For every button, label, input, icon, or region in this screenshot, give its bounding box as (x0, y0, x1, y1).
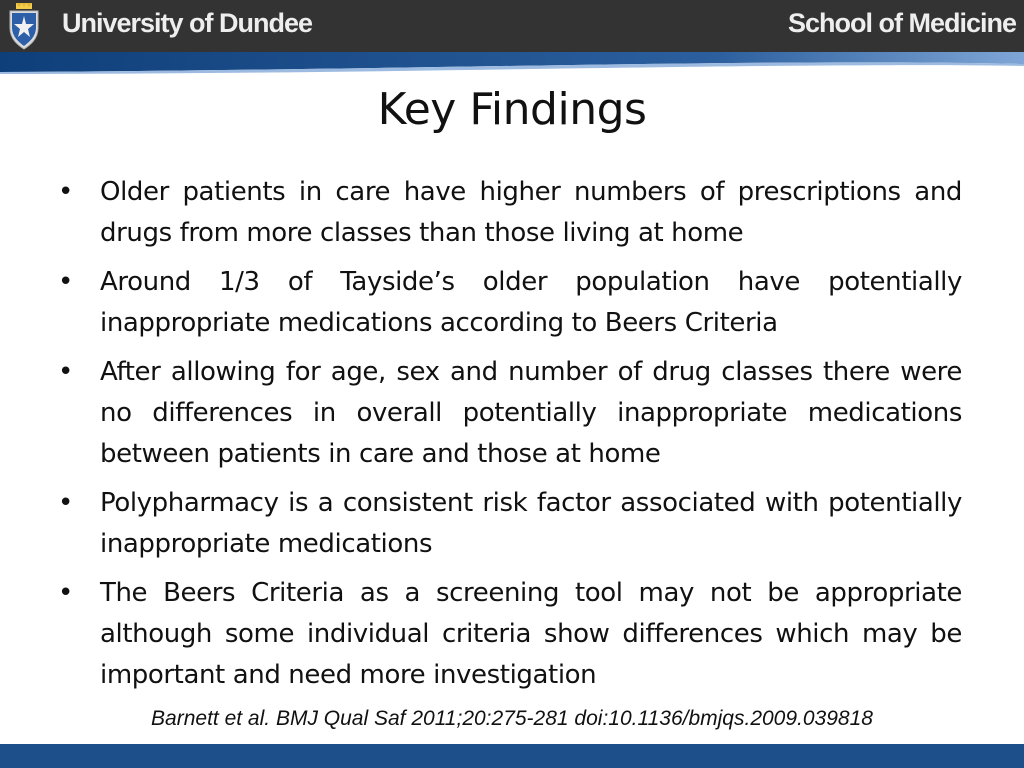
key-findings-list (58, 172, 962, 704)
footer-bar (0, 744, 1024, 768)
bullet-icon: • (58, 177, 73, 207)
university-name: University of Dundee (62, 8, 313, 38)
citation: Barnett et al. BMJ Qual Saf 2011;20:275-281 doi:10.1136/bmjqs.2009.039818 (151, 707, 873, 730)
slide-title: Key Findings (377, 84, 647, 135)
bullet-text: Older patients in care have higher numbers of prescriptions and drugs from more classes than those living at home (100, 177, 962, 248)
list-item (58, 262, 962, 344)
list-item (58, 573, 962, 696)
list-item (58, 352, 962, 475)
bullet-icon: • (58, 267, 73, 297)
bullet-text: Polypharmacy is a consistent risk factor associated with potentially inappropriate medications (100, 488, 962, 559)
bullet-icon: • (58, 357, 73, 387)
school-name: School of Medicine (787, 8, 1016, 38)
university-crest-icon (6, 2, 42, 50)
list-item (58, 172, 962, 254)
bullet-icon: • (58, 488, 73, 518)
bullet-icon: • (58, 578, 73, 608)
bullet-text: After allowing for age, sex and number of drug classes there were no differences in overall potentially inappropriate medications between patients in care and those at home (100, 357, 962, 469)
bullet-text: The Beers Criteria as a screening tool may not be appropriate although some individual criteria show differences which may be important and need more investigation (100, 578, 962, 690)
bullet-text: Around 1/3 of Tayside’s older population have potentially inappropriate medications according to Beers Criteria (100, 267, 962, 338)
list-item (58, 483, 962, 565)
